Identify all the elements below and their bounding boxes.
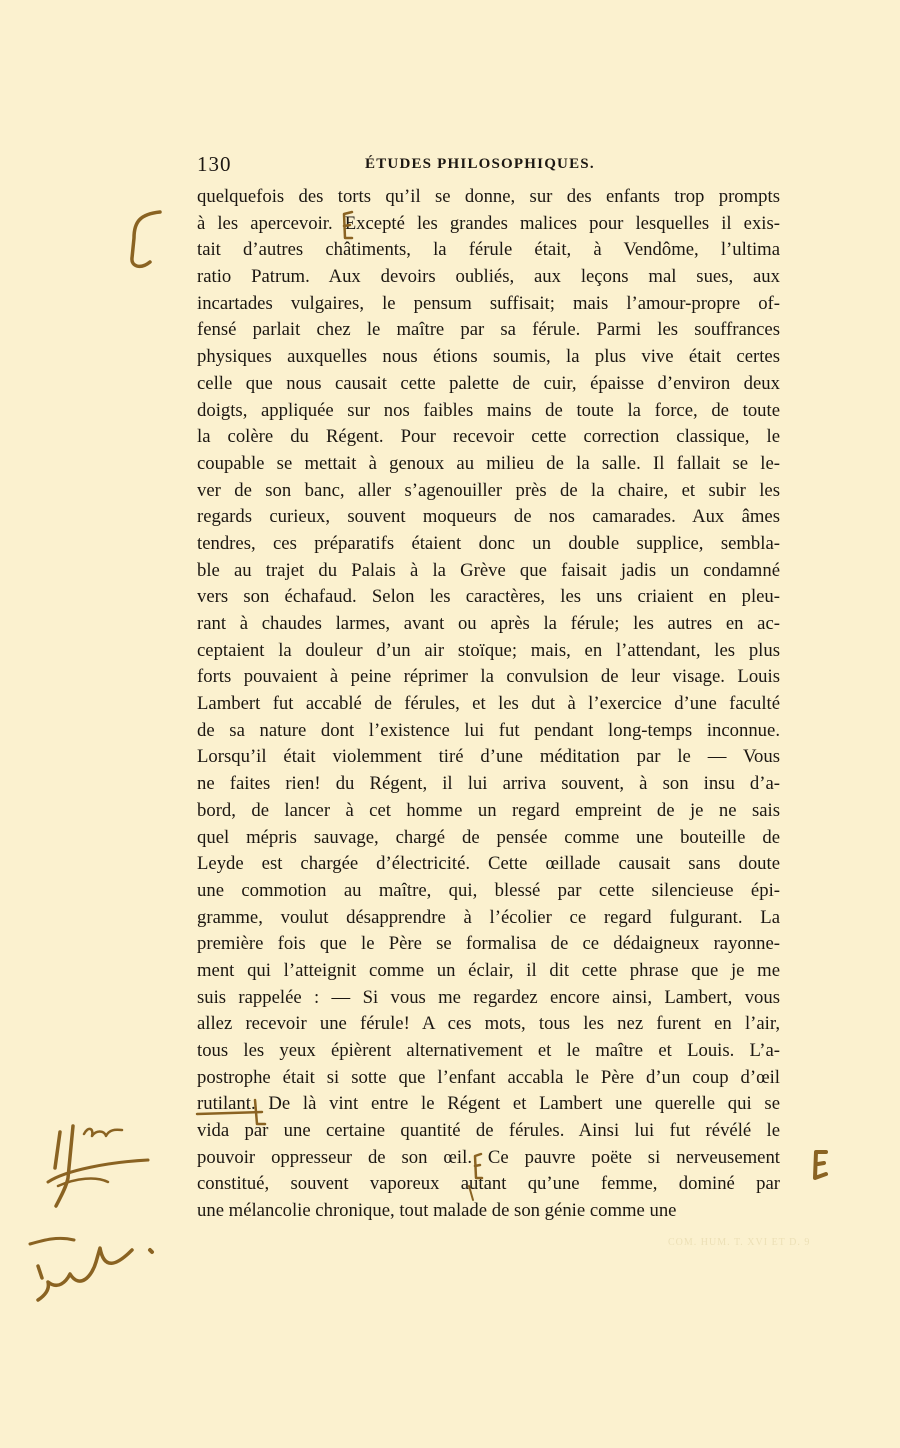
text-line: pouvoir oppresseur de son œil. Ce pauvre poëte si nerveusement xyxy=(197,1146,780,1168)
text-line: postrophe était si sotte que l’enfant accabla le Père d’un coup d’œil xyxy=(197,1066,780,1088)
text-line: de sa nature dont l’existence lui fut pendant long-temps inconnue. xyxy=(197,719,780,741)
text-line: bord, de lancer à cet homme un regard empreint de je ne sais xyxy=(197,799,780,821)
text-line: vida par une certaine quantité de férules. Ainsi lui fut révélé le xyxy=(197,1120,780,1142)
text-line: forts pouvaient à peine réprimer la convulsion de leur visage. Louis xyxy=(197,666,780,688)
page-header xyxy=(197,152,780,180)
bleed-through-text: COM. HUM. T. XVI ET D. 9 xyxy=(668,1237,811,1248)
text-line: quel mépris sauvage, chargé de pensée comme une bouteille de xyxy=(197,826,780,848)
page-number: 130 xyxy=(197,152,232,176)
text-line: ble au trajet du Palais à la Grève que faisait jadis un condamné xyxy=(197,559,780,581)
text-line: regards curieux, souvent moqueurs de nos camarades. Aux âmes xyxy=(197,506,780,528)
text-line: allez recevoir une férule! A ces mots, tous les nez furent en l’air, xyxy=(197,1013,780,1035)
text-line: ver de son banc, aller s’agenouiller près de la chaire, et subir les xyxy=(197,479,780,501)
text-line: ment qui l’atteignit comme un éclair, il dit cette phrase que je me xyxy=(197,959,780,981)
text-line: la colère du Régent. Pour recevoir cette correction classique, le xyxy=(197,426,780,448)
text-line: gramme, voulut désapprendre à l’écolier ce regard fulgurant. La xyxy=(197,906,780,928)
text-line: une commotion au maître, qui, blessé par cette silencieuse épi- xyxy=(197,879,780,901)
text-line: constitué, souvent vaporeux autant qu’une femme, dominé par xyxy=(197,1173,780,1195)
body-text xyxy=(197,184,780,1225)
margin-handwriting xyxy=(48,1160,148,1182)
running-head: ÉTUDES PHILOSOPHIQUES. xyxy=(365,156,595,172)
text-line: à les apercevoir. Excepté les grandes malices pour lesquelles il exis- xyxy=(197,212,780,234)
text-line: Lambert fut accablé de férules, et les dut à l’exercice d’une faculté xyxy=(197,693,780,715)
text-line: suis rappelée : — Si vous me regardez encore ainsi, Lambert, vous xyxy=(197,986,780,1008)
margin-handwriting xyxy=(58,1179,108,1186)
text-line: tous les yeux épièrent alternativement et le maître et Louis. L’a- xyxy=(197,1040,780,1061)
margin-handwriting xyxy=(55,1126,73,1206)
margin-handwriting xyxy=(150,1250,152,1252)
text-line: ne faites rien! du Régent, il lui arriva souvent, à son insu d’a- xyxy=(197,773,780,795)
text-line: physiques auxquelles nous étions soumis, la plus vive était certes xyxy=(197,346,780,368)
text-line: rant à chaudes larmes, avant ou après la férule; les autres en ac- xyxy=(197,613,780,634)
text-line: première fois que le Père se formalisa de ce dédaigneux rayonne- xyxy=(197,933,780,955)
text-line: vers son échafaud. Selon les caractères, les uns criaient en pleu- xyxy=(197,586,780,608)
text-line: quelquefois des torts qu’il se donne, sur des enfants trop prompts xyxy=(197,186,780,207)
text-line: doigts, appliquée sur nos faibles mains de toute la force, de toute xyxy=(197,399,780,421)
text-line: tait d’autres châtiments, la férule était, à Vendôme, l’ultima xyxy=(197,239,780,261)
text-line: rutilant. De là vint entre le Régent et Lambert une querelle qui se xyxy=(197,1093,780,1115)
margin-handwriting xyxy=(30,1238,74,1244)
text-line: incartades vulgaires, le pensum suffisait; mais l’amour-propre of- xyxy=(197,292,780,314)
text-line: Lorsqu’il était violemment tiré d’une méditation par le — Vous xyxy=(197,746,780,768)
text-line: fensé parlait chez le maître par sa férule. Parmi les souffrances xyxy=(197,319,780,341)
margin-handwriting xyxy=(38,1248,132,1300)
margin-bracket-mark xyxy=(132,212,160,266)
text-line: ceptaient la douleur d’un air stoïque; mais, en l’attendant, les plus xyxy=(197,639,780,661)
text-line: celle que nous causait cette palette de cuir, épaisse d’environ deux xyxy=(197,372,780,394)
text-line: coupable se mettait à genoux au milieu de la salle. Il fallait se le- xyxy=(197,452,780,474)
margin-bracket-mark xyxy=(815,1152,826,1178)
text-line: une mélancolie chronique, tout malade de son génie comme une xyxy=(197,1200,677,1222)
margin-handwriting xyxy=(84,1129,122,1136)
text-line: ratio Patrum. Aux devoirs oubliés, aux leçons mal sues, aux xyxy=(197,266,780,288)
text-line: tendres, ces préparatifs étaient donc un double supplice, sembla- xyxy=(197,532,780,554)
text-line: Leyde est chargée d’électricité. Cette œillade causait sans doute xyxy=(197,853,780,875)
